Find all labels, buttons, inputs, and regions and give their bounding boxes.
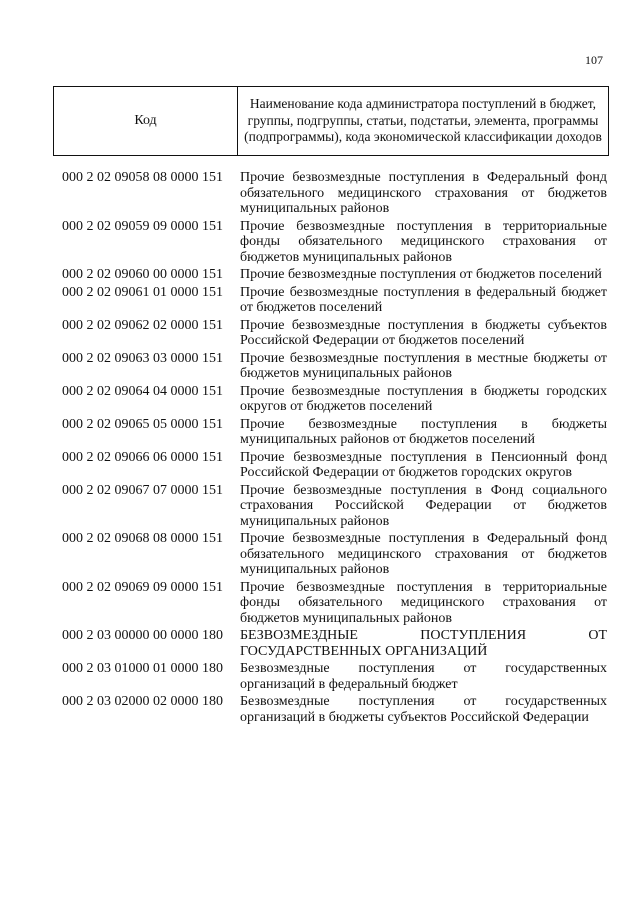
table-row — [62, 417, 607, 448]
row-description: Прочие безвозмездные поступления в территориальные фонды обязательного медицинского страхования от бюджетов муниципальных районов — [240, 218, 607, 265]
table-row — [62, 351, 607, 382]
classification-list — [62, 170, 607, 727]
row-description: Прочие безвозмездные поступления от бюджетов поселений — [240, 267, 602, 282]
table-row — [62, 694, 607, 725]
page-number: 107 — [585, 53, 603, 67]
table-row — [62, 285, 607, 316]
row-code: 000 2 02 09058 08 0000 151 — [62, 170, 223, 185]
row-code: 000 2 02 09060 00 0000 151 — [62, 267, 223, 282]
row-code: 000 2 02 09063 03 0000 151 — [62, 350, 223, 366]
row-description: Прочие безвозмездные поступления в Пенсионный фонд Российской Федерации от бюджетов городских округов — [240, 449, 607, 480]
row-code: 000 2 02 09069 09 0000 151 — [62, 579, 223, 595]
row-description: Прочие безвозмездные поступления в Фонд социального страхования Российской Федерации от бюджетов муниципальных районов — [240, 482, 607, 529]
row-code: 000 2 02 09064 04 0000 151 — [62, 383, 223, 399]
table-row — [62, 219, 607, 266]
row-description: Прочие безвозмездные поступления в федеральный бюджет от бюджетов поселений — [240, 284, 607, 315]
row-code: 000 2 03 00000 00 0000 180 — [62, 628, 223, 643]
row-code: 000 2 02 09059 09 0000 151 — [62, 218, 223, 234]
row-description: Прочие безвозмездные поступления в местные бюджеты от бюджетов муниципальных районов — [240, 350, 607, 381]
row-code: 000 2 02 09061 01 0000 151 — [62, 284, 223, 300]
header-name-label: Наименование кода администратора поступлений в бюджет, группы, подгруппы, статьи, подстатьи, элемента, программы (подпрограммы), кода экономической классификации доходов — [244, 96, 602, 145]
table-row — [62, 384, 607, 415]
row-description: БЕЗВОЗМЕЗДНЫЕ ПОСТУПЛЕНИЯ ОТ ГОСУДАРСТВЕННЫХ ОРГАНИЗАЦИЙ — [240, 628, 607, 659]
table-row — [62, 531, 607, 578]
table-header — [53, 86, 609, 156]
row-code: 000 2 03 01000 01 0000 180 — [62, 661, 223, 676]
header-code-label: Код — [54, 87, 238, 155]
row-description: Прочие безвозмездные поступления в Федеральный фонд обязательного медицинского страхования от бюджетов муниципальных районов — [240, 170, 607, 216]
row-description: Безвозмездные поступления от государственных организаций в бюджеты субъектов Российской Федерации — [240, 694, 607, 725]
row-description: Прочие безвозмездные поступления в территориальные фонды обязательного медицинского страхования от бюджетов муниципальных районов — [240, 579, 607, 626]
table-row — [62, 170, 607, 217]
row-code: 000 2 02 09066 06 0000 151 — [62, 449, 223, 465]
table-row — [62, 450, 607, 481]
table-row — [62, 580, 607, 627]
table-row — [62, 318, 607, 349]
table-row — [62, 483, 607, 530]
table-row — [62, 267, 607, 283]
table-row — [62, 661, 607, 692]
row-code: 000 2 02 09065 05 0000 151 — [62, 416, 223, 432]
row-description: Прочие безвозмездные поступления в бюджеты субъектов Российской Федерации от бюджетов поселений — [240, 317, 607, 348]
row-code: 000 2 02 09062 02 0000 151 — [62, 317, 223, 333]
row-code: 000 2 02 09067 07 0000 151 — [62, 482, 223, 498]
table-row — [62, 628, 607, 659]
row-description: Прочие безвозмездные поступления в бюджеты муниципальных районов от бюджетов поселений — [240, 416, 607, 447]
row-description: Прочие безвозмездные поступления в Федеральный фонд обязательного медицинского страхования от бюджетов муниципальных районов — [240, 531, 607, 577]
row-code: 000 2 02 09068 08 0000 151 — [62, 531, 223, 546]
row-code: 000 2 03 02000 02 0000 180 — [62, 694, 223, 709]
row-description: Безвозмездные поступления от государственных организаций в федеральный бюджет — [240, 661, 607, 692]
row-description: Прочие безвозмездные поступления в бюджеты городских округов от бюджетов поселений — [240, 383, 607, 414]
